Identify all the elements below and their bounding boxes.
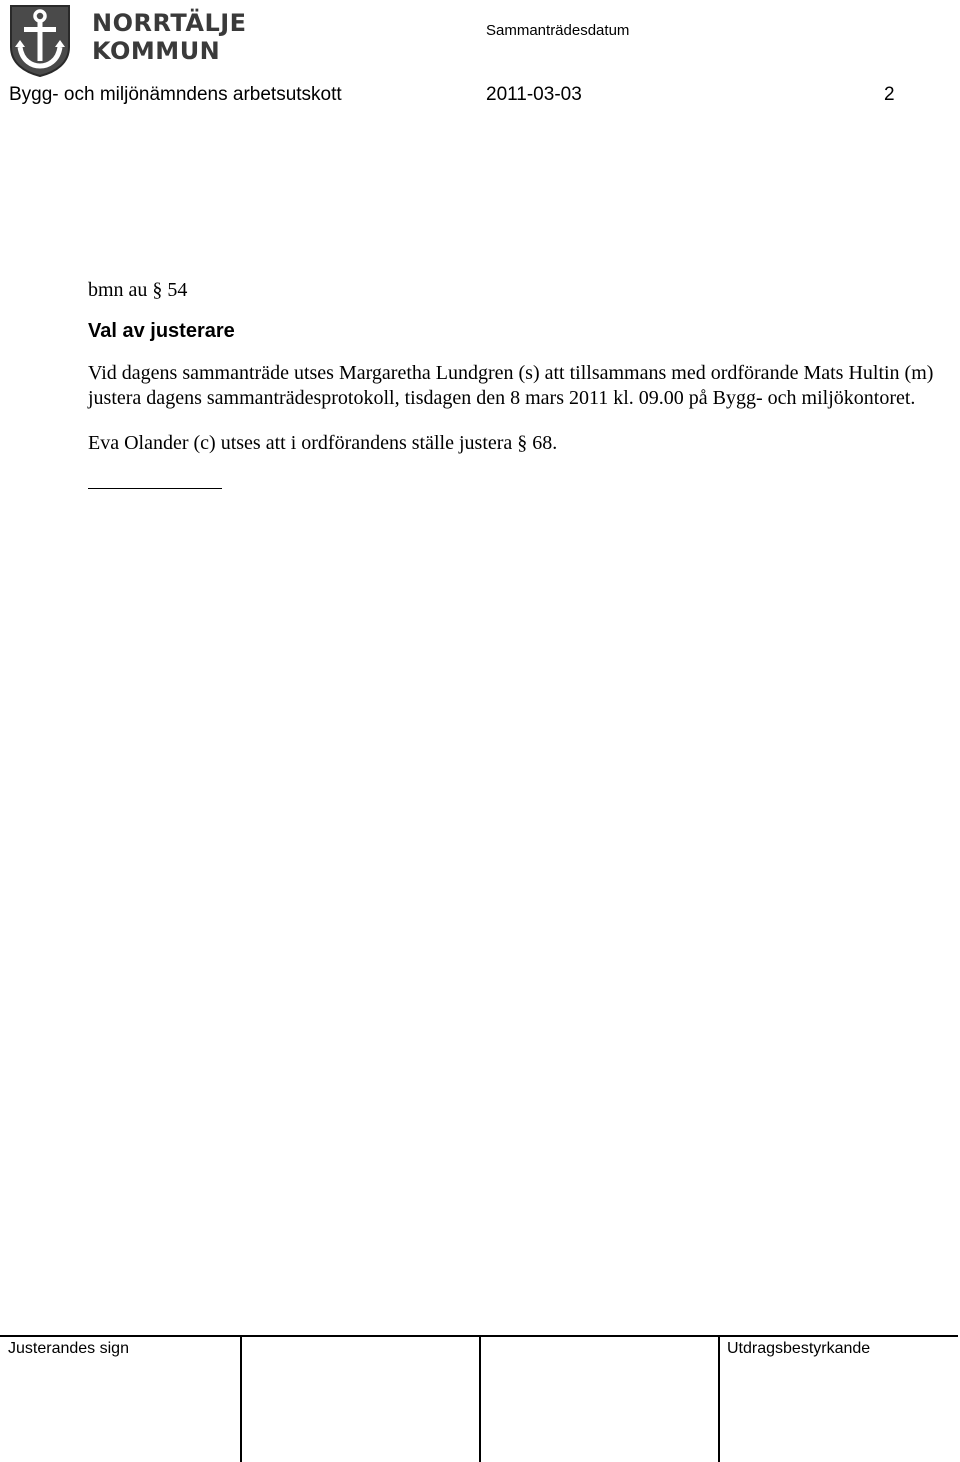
signers-label: Justerandes sign (8, 1340, 129, 1357)
body-paragraph-2: Eva Olander (c) utses att i ordförandens ställe justera § 68. (88, 432, 558, 454)
extract-label: Utdragsbestyrkande (727, 1340, 871, 1357)
paragraph-reference: bmn au § 54 (88, 279, 188, 301)
signers-cell (0, 1337, 240, 1462)
section-divider (88, 488, 222, 489)
signature-footer (0, 1335, 958, 1462)
meeting-date-label: Sammanträdesdatum (486, 22, 630, 39)
municipality-logo (8, 3, 247, 79)
logo-wordmark (92, 9, 247, 65)
signature-box-1 (240, 1337, 481, 1462)
extract-certification-cell (718, 1337, 960, 1462)
body-paragraph-1: Vid dagens sammanträde utses Margaretha Lundgren (s) att tillsammans med ordförande Mats Hultin (m) justera dagens sammanträdesprotokoll, tisdagen den 8 mars 2011 kl. 09.00 på Bygg- och miljökontoret. (88, 362, 934, 409)
logo-line-1: NORRTÄLJE (92, 9, 247, 37)
signature-box-2 (479, 1337, 720, 1462)
page-number: 2 (884, 84, 895, 105)
document-body (88, 278, 950, 489)
meeting-date: 2011-03-03 (486, 84, 582, 105)
committee-name: Bygg- och miljönämndens arbetsutskott (9, 84, 342, 105)
logo-line-2: KOMMUN (92, 37, 221, 65)
section-heading: Val av justerare (88, 320, 235, 342)
anchor-shield-icon (8, 3, 72, 77)
